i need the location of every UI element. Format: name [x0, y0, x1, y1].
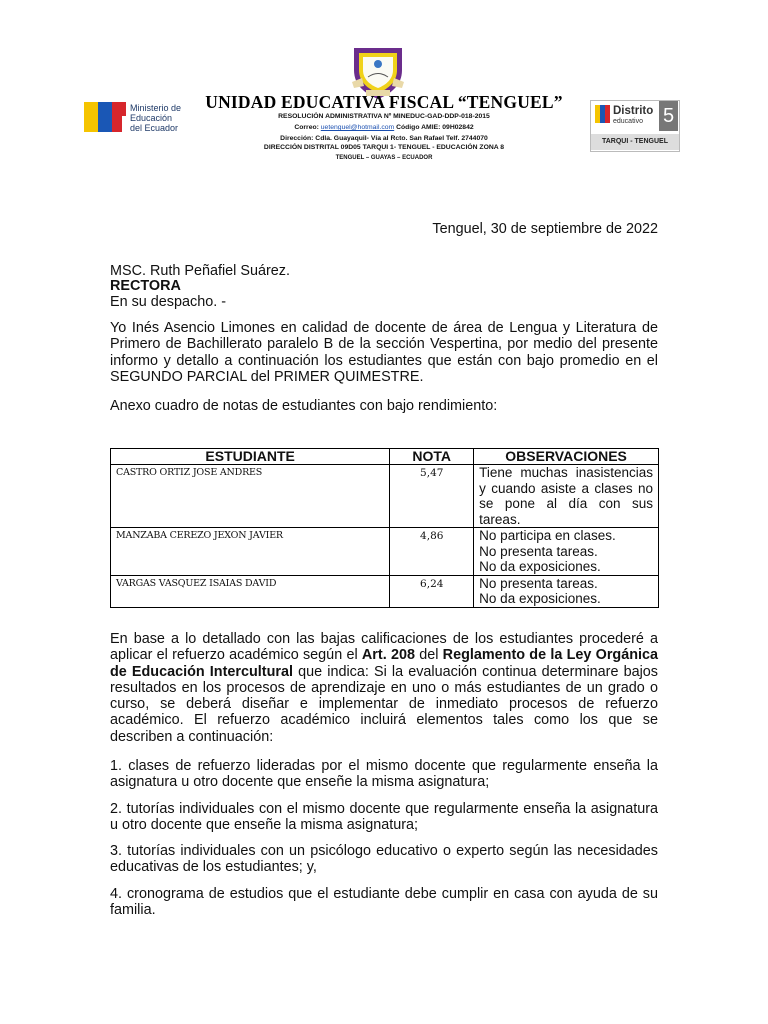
table-row: [111, 465, 659, 528]
distrito-subtitle: educativo: [613, 118, 643, 125]
student-grade: 6,24: [390, 575, 474, 607]
ministry-line: Educación: [130, 113, 173, 123]
distrito-caption: TARQUI - TENGUEL: [591, 134, 679, 150]
greeting: En su despacho. -: [110, 294, 226, 310]
grades-table: [110, 448, 659, 608]
table-header-row: [111, 449, 659, 465]
header-grade: NOTA: [390, 449, 474, 465]
annex-line: Anexo cuadro de notas de estudiantes con bajo rendimiento:: [110, 398, 498, 414]
student-grade: 5,47: [390, 465, 474, 528]
observation-text: Tiene muchas inasistencias y cuando asiste a clases no se pone al día con sus tareas.: [479, 465, 653, 527]
student-observations: [474, 528, 659, 576]
distrito-title: Distrito: [613, 105, 654, 117]
student-observations: [474, 465, 659, 528]
district-line: DIRECCIÓN DISTRITAL 09D05 TARQUI 1- TENGUEL - EDUCACIÓN ZONA 8: [263, 144, 505, 151]
table-row: [111, 575, 659, 607]
contact-line: [0, 124, 768, 131]
header-student: ESTUDIANTE: [111, 449, 390, 465]
observation-text: No presenta tareas.: [479, 543, 598, 559]
amie-code: Código AMIE: 09H02842: [396, 124, 474, 131]
paragraph-text: del: [414, 647, 443, 664]
student-name: CASTRO ORTIZ JOSE ANDRES: [111, 465, 390, 528]
recipient-name: MSC. Ruth Peñafiel Suárez.: [110, 263, 290, 279]
distrito-number: 5: [659, 101, 678, 131]
paragraph-text: En base a lo detallado con las bajas calificaciones de los estudiantes procederé a aplicar el refuerzo académico según el: [110, 631, 658, 664]
table-row: [111, 528, 659, 576]
list-item: 1. clases de refuerzo lideradas por el mismo docente que regularmente enseña la asignatura u otro docente que enseñe la misma asignatura;: [110, 758, 658, 791]
school-name: UNIDAD EDUCATIVA FISCAL “TENGUEL”: [205, 92, 563, 112]
date-line: Tenguel, 30 de septiembre de 2022: [432, 221, 658, 237]
reinforcement-paragraph: [110, 631, 658, 745]
student-observations: [474, 575, 659, 607]
intro-paragraph: Yo Inés Asencio Limones en calidad de docente de área de Lengua y Literatura de Primero de Bachillerato paralelo B de la sección Vespertina, por medio del presente informo y detallo a continuación los estudiantes que están con bajo promedio en el SEGUNDO PARCIAL del PRIMER QUIMESTRE.: [110, 320, 658, 385]
student-name: MANZABA CEREZO JEXON JAVIER: [111, 528, 390, 576]
location-line: TENGUEL – GUAYAS – ECUADOR: [335, 155, 433, 161]
recipient-role: RECTORA: [110, 278, 181, 294]
student-name: VARGAS VASQUEZ ISAIAS DAVID: [111, 575, 390, 607]
list-item: 3. tutorías individuales con un psicólogo educativo o experto según las necesidades educativas de los estudiantes; y,: [110, 843, 658, 876]
observation-text: No da exposiciones.: [479, 591, 601, 606]
observation-text: No participa en clases.: [479, 528, 616, 543]
student-grade: 4,86: [390, 528, 474, 576]
article-reference: Art. 208: [361, 647, 415, 664]
list-item: 2. tutorías individuales con el mismo docente que regularmente enseña la asignatura u otro docente que enseñe la misma asignatura;: [110, 801, 658, 834]
regulation-reference: Reglamento de la Ley Orgánica de Educación Intercultural: [110, 647, 659, 680]
email-label: Correo:: [294, 124, 319, 131]
list-item: 4. cronograma de estudios que el estudiante debe cumplir en casa con ayuda de su familia.: [110, 886, 658, 919]
observation-text: No da exposiciones.: [479, 559, 601, 574]
resolution-line: RESOLUCIÓN ADMINISTRATIVA Nº MINEDUC-GAD-DDP-018-2015: [278, 113, 490, 120]
ministry-line: Ministerio de: [130, 103, 182, 113]
ministry-line: del Ecuador: [130, 123, 179, 133]
email-link[interactable]: uetenguel@hotmail.com: [320, 124, 395, 131]
address-line: Dirección: Cdla. Guayaquil- Vía al Rcto. San Rafael Telf. 2744070: [280, 135, 488, 142]
header-observations: OBSERVACIONES: [474, 449, 659, 465]
observation-text: No presenta tareas.: [479, 575, 598, 591]
paragraph-text: que indica: Si la evaluación continua determinare bajos resultados en los procesos de aprendizaje en uno o más estudiantes de un grado o curso, se deberá diseñar e implementar de inmediato procesos de refuerzo académico. El refuerzo académico incluirá elementos tales como los que se describen a continuación:: [110, 663, 658, 745]
